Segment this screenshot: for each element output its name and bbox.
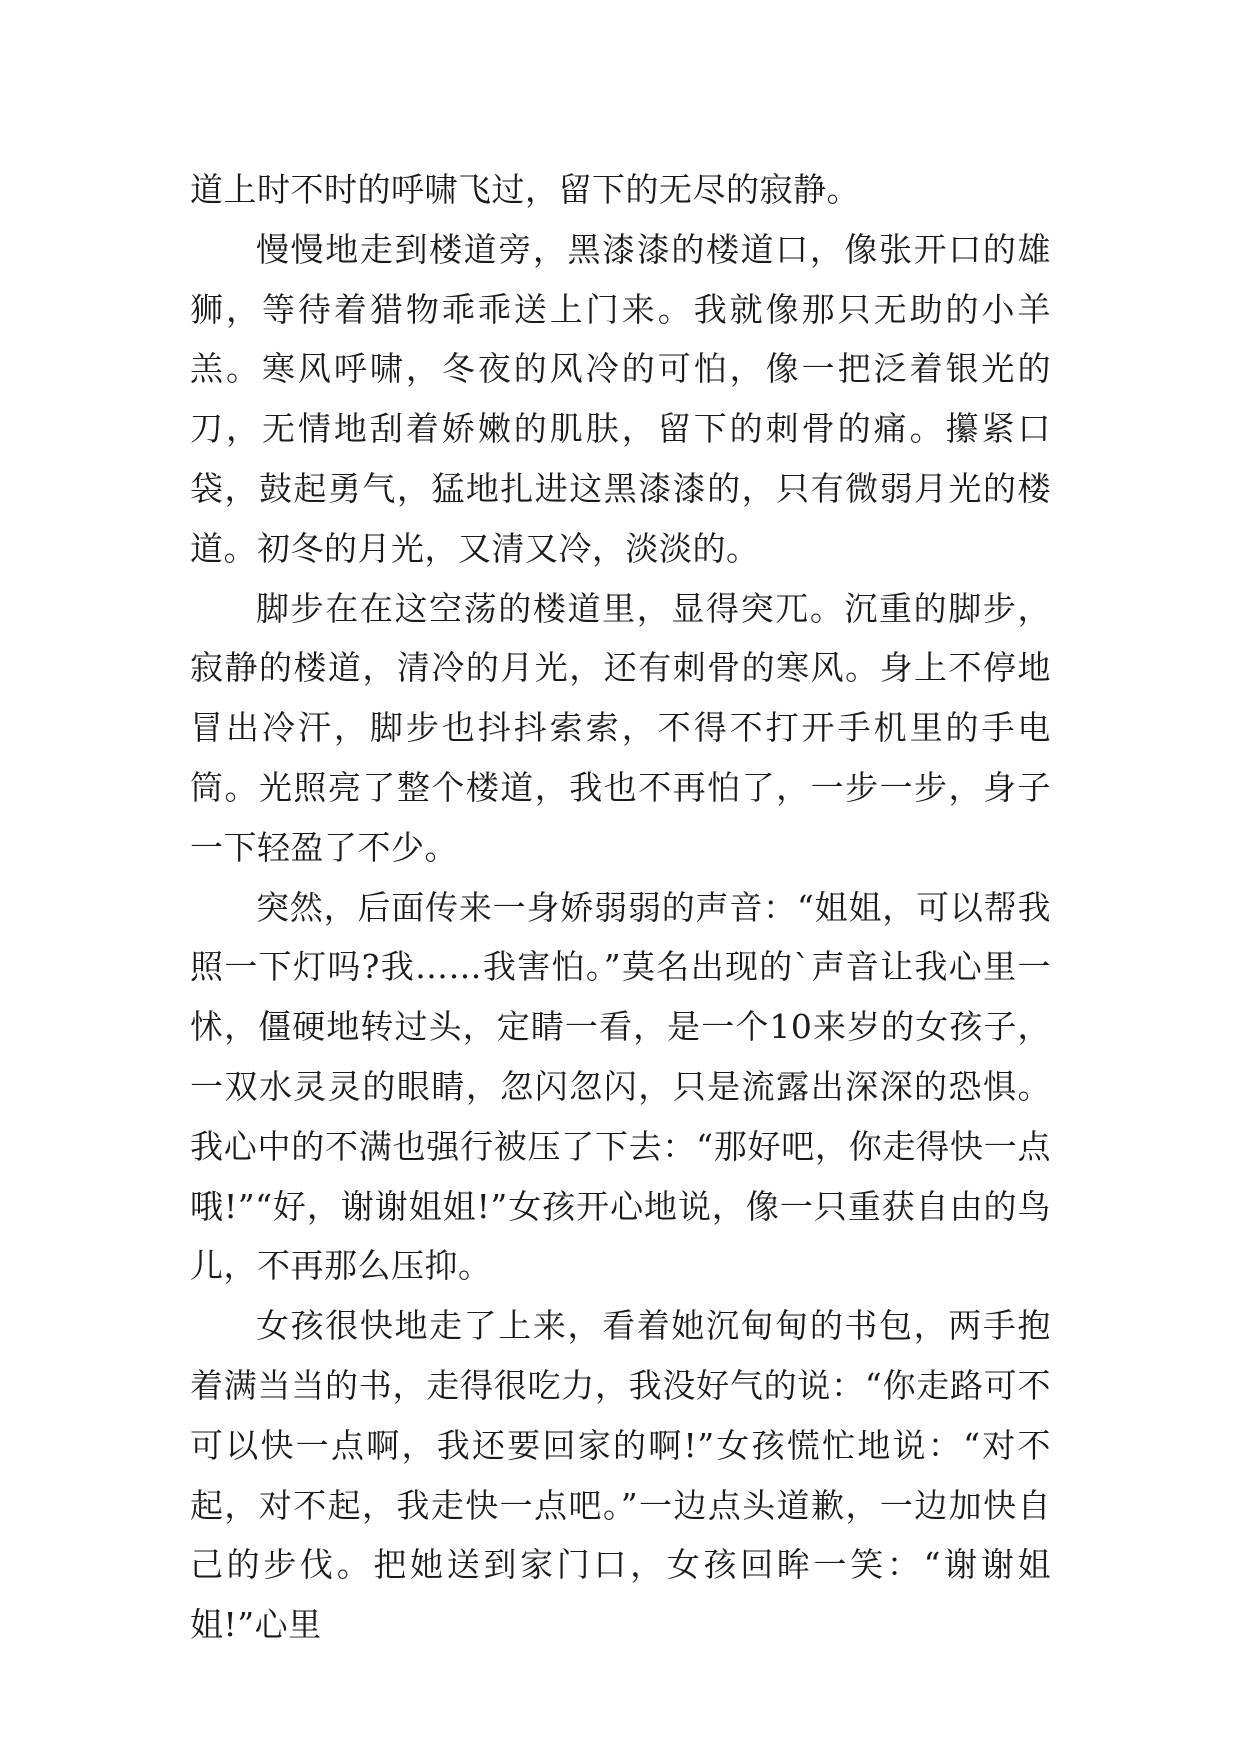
paragraph-continued: 道上时不时的呼啸飞过，留下的无尽的寂静。 bbox=[190, 170, 860, 209]
document-body bbox=[190, 160, 1051, 1655]
paragraph: 脚步在在这空荡的楼道里，显得突兀。沉重的脚步，寂静的楼道，清冷的月光，还有刺骨的寒风。身上不停地冒出冷汗，脚步也抖抖索索，不得不打开手机里的手电筒。光照亮了整个楼道，我也不再怕了，一步一步，身子一下轻盈了不少。 bbox=[190, 588, 1051, 867]
paragraph: 突然，后面传来一身娇弱弱的声音：“姐姐，可以帮我照一下灯吗?我……我害怕。”莫名出现的`声音让我心里一怵，僵硬地转过头，定睛一看，是一个10来岁的女孩子，一双水灵灵的眼睛，忽闪忽闪，只是流露出深深的恐惧。我心中的不满也强行被压了下去：“那好吧，你走得快一点哦!”“好，谢谢姐姐!”女孩开心地说，像一只重获自由的鸟儿，不再那么压抑。 bbox=[190, 887, 1051, 1286]
paragraph: 女孩很快地走了上来，看着她沉甸甸的书包，两手抱着满当当的书，走得很吃力，我没好气的说：“你走路可不可以快一点啊，我还要回家的啊!”女孩慌忙地说：“对不起，对不起，我走快一点吧。”一边点头道歉，一边加快自己的步伐。把她送到家门口，女孩回眸一笑：“谢谢姐姐!”心里 bbox=[190, 1306, 1051, 1645]
paragraph: 慢慢地走到楼道旁，黑漆漆的楼道口，像张开口的雄狮，等待着猎物乖乖送上门来。我就像那只无助的小羊羔。寒风呼啸，冬夜的风冷的可怕，像一把泛着银光的刀，无情地刮着娇嫩的肌肤，留下的刺骨的痛。攥紧口袋，鼓起勇气，猛地扎进这黑漆漆的，只有微弱月光的楼道。初冬的月光，又清又冷，淡淡的。 bbox=[190, 229, 1051, 568]
